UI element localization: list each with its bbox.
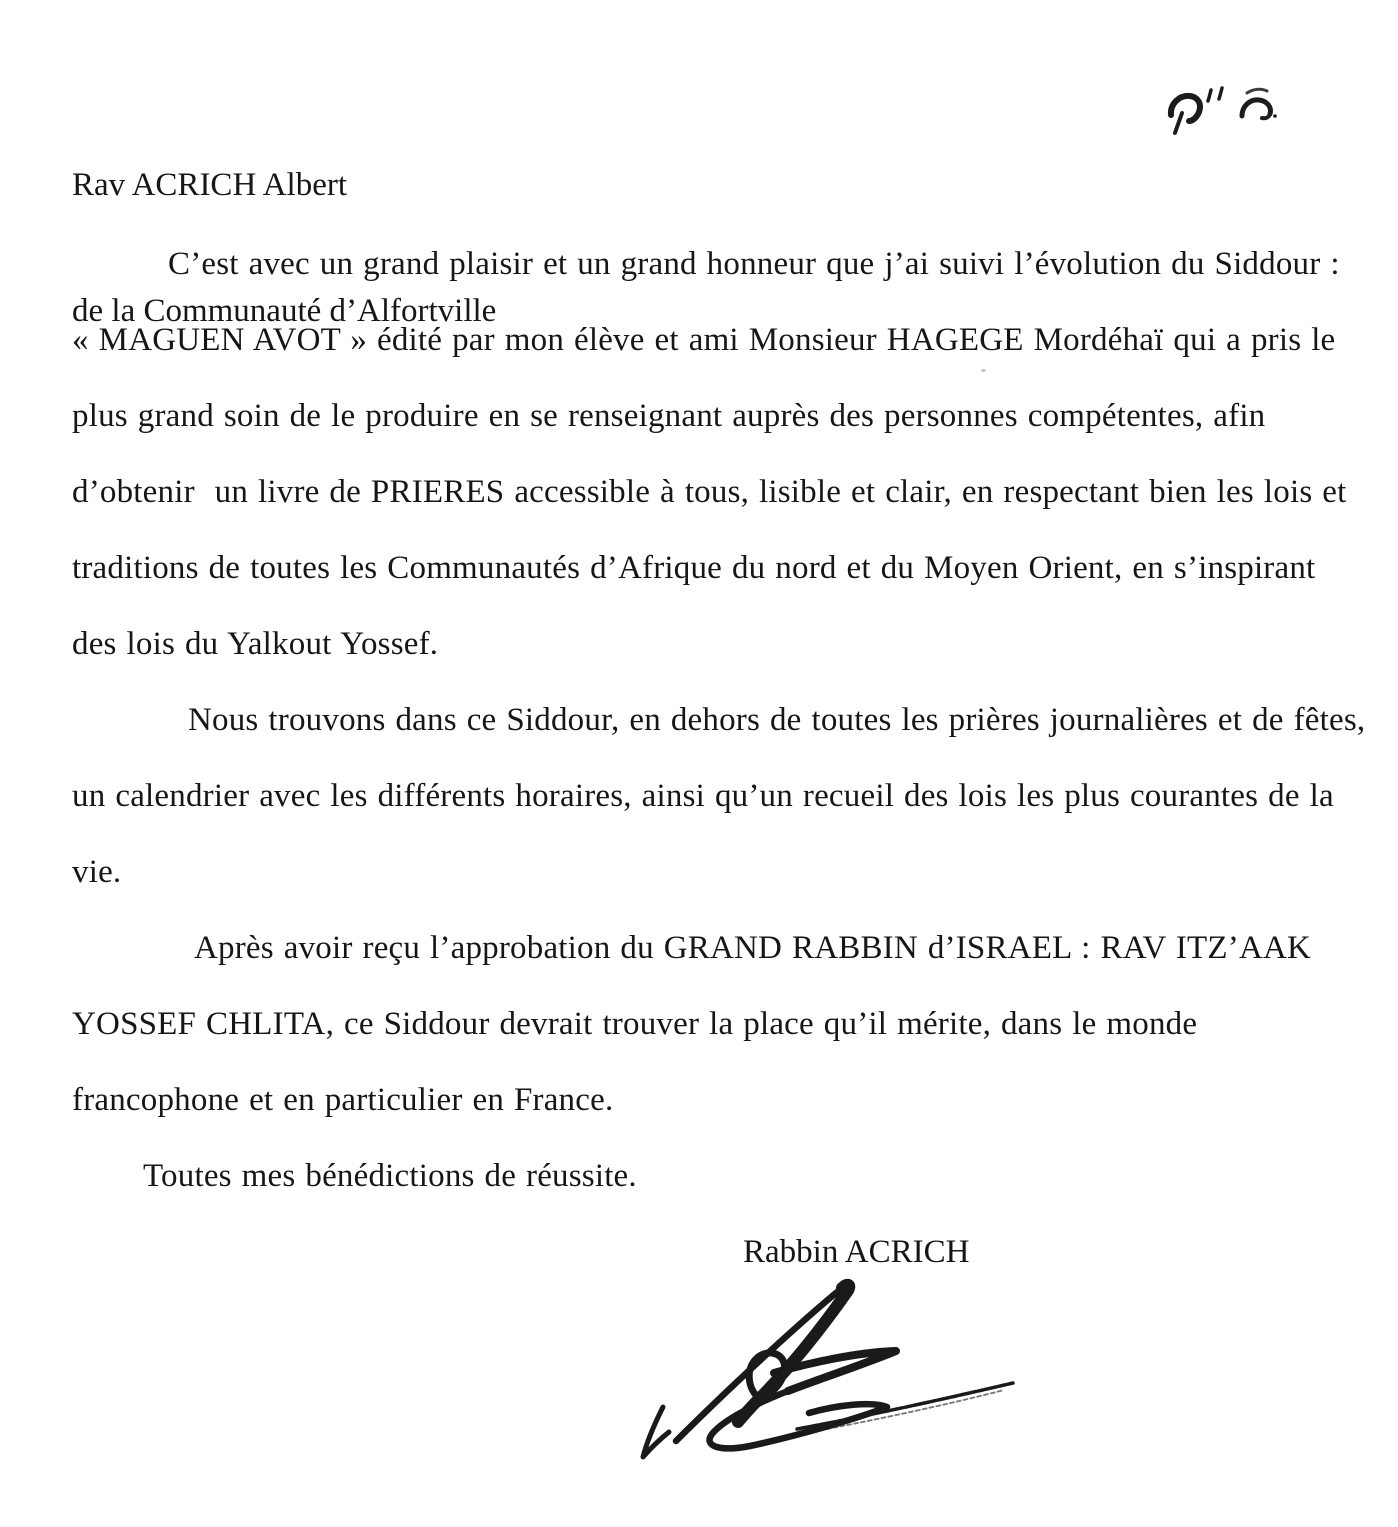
closing-name: Rabbin ACRICH [743, 1234, 970, 1270]
handwritten-signature [610, 1272, 1030, 1487]
letter-body [72, 226, 1372, 1214]
letter-line: YOSSEF CHLITA, ce Siddour devrait trouver la place qu’il mérite, dans le monde [72, 1006, 1198, 1042]
signature-icon [610, 1272, 1030, 1487]
letter-line: d’obtenir un livre de PRIERES accessible à tous, lisible et clair, en respectant bien les lois et [72, 474, 1347, 510]
letter-line: des lois du Yalkout Yossef. [72, 626, 439, 662]
letter-line: traditions de toutes les Communautés d’Afrique du nord et du Moyen Orient, en s’inspirant [72, 550, 1316, 586]
letter-line: plus grand soin de le produire en se renseignant auprès des personnes compétentes, afin [72, 398, 1266, 434]
letter-line: francophone et en particulier en France. [72, 1082, 614, 1118]
letter-line: Après avoir reçu l’approbation du GRAND RABBIN d’ISRAEL : RAV ITZ’AAK [194, 930, 1312, 966]
sender-community: de la Communauté d’Alfortville [72, 293, 497, 329]
letter-line: Nous trouvons dans ce Siddour, en dehors de toutes les prières journalières et de fêtes, [188, 702, 1366, 738]
letter-line: C’est avec un grand plaisir et un grand honneur que j’ai suivi l’évolution du Siddour : [168, 246, 1340, 282]
letter-line: un calendrier avec les différents horaires, ainsi qu’un recueil des lois les plus courantes de la [72, 778, 1334, 814]
hebrew-bh-mark [1150, 75, 1290, 155]
letter-line: « MAGUEN AVOT » édité par mon élève et ami Monsieur HAGEGE Mordéhaï qui a pris le [72, 322, 1336, 358]
letter-line: vie. [72, 854, 122, 890]
letter-line: Toutes mes bénédictions de réussite. [143, 1158, 637, 1194]
scan-artifact [981, 369, 986, 372]
hebrew-bh-icon [1150, 75, 1290, 155]
sender-name: Rav ACRICH Albert [72, 167, 348, 203]
